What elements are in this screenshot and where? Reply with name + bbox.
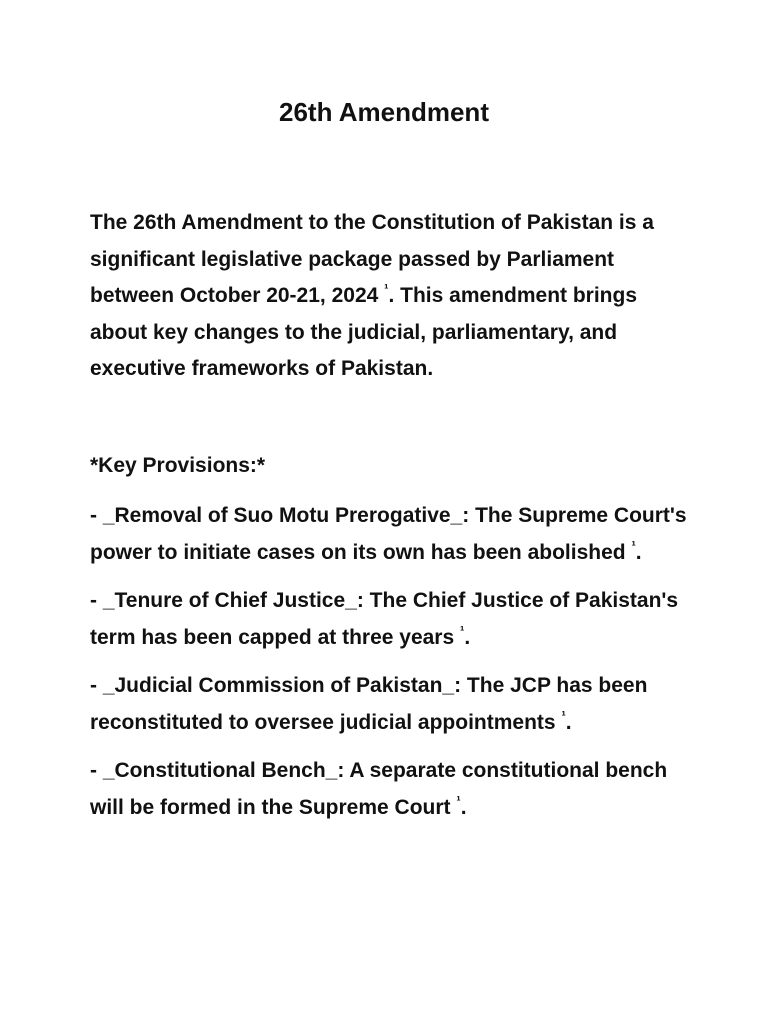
provision-text: - _Removal of Suo Motu Prerogative_: The Supreme Court's power to initiate cases on its own has been abolished xyxy=(90,504,687,564)
document-title: 26th Amendment xyxy=(279,97,489,127)
provision-text: - _Judicial Commission of Pakistan_: The JCP has been reconstituted to oversee judicial appointments xyxy=(90,674,648,734)
provision-end: . xyxy=(635,540,642,564)
provision-text: - _Tenure of Chief Justice_: The Chief Justice of Pakistan's term has been capped at three years xyxy=(90,589,679,649)
list-item xyxy=(90,498,690,571)
list-item xyxy=(90,753,690,826)
footnote-ref: ¹ xyxy=(384,281,389,296)
provision-end: . xyxy=(565,710,572,734)
list-item xyxy=(90,668,690,741)
intro-text-continued: . This amendment brings about key changes to the judicial, parliamentary, and executive frameworks of Pakistan. xyxy=(90,284,638,380)
footnote-ref: ¹ xyxy=(456,792,461,808)
intro-paragraph xyxy=(90,205,690,388)
provisions-list xyxy=(90,498,690,838)
footnote-ref: ¹ xyxy=(460,622,465,638)
footnote-ref: ¹ xyxy=(631,537,636,553)
document-body xyxy=(90,205,690,819)
provision-text: - _Constitutional Bench_: A separate constitutional bench will be formed in the Supreme Court xyxy=(90,759,668,819)
intro-text: The 26th Amendment to the Constitution of Pakistan is a significant legislative package passed by Parliament between October 20-21, 2024 xyxy=(90,211,654,307)
provision-end: . xyxy=(460,795,467,819)
footnote-ref: ¹ xyxy=(561,707,566,723)
list-item xyxy=(90,583,690,656)
section-heading: *Key Provisions:* xyxy=(90,454,266,477)
provision-end: . xyxy=(464,625,471,649)
